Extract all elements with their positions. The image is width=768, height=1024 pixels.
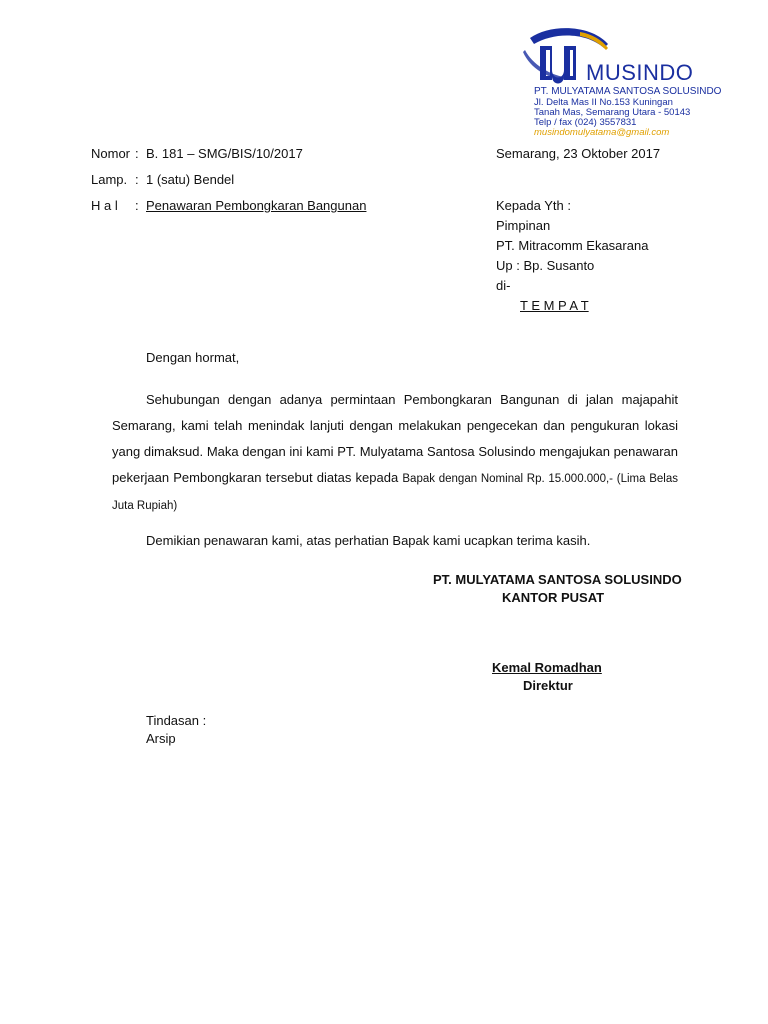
signature-name: Kemal Romadhan — [492, 660, 602, 675]
brand-name: MUSINDO — [586, 60, 694, 85]
body-paragraph-amount: Bapak dengan Nominal Rp. 15.000.000,- (Lima Belas Juta Rupiah) — [112, 473, 678, 512]
recipient-line-3: PT. Mitracomm Ekasarana — [496, 238, 649, 253]
lamp-value: 1 (satu) Bendel — [146, 172, 235, 187]
lamp-label: Lamp. — [91, 172, 128, 187]
nomor-label: Nomor — [91, 146, 131, 161]
greeting: Dengan hormat, — [146, 350, 240, 365]
lamp-colon: : — [135, 172, 139, 187]
recipient-line-2: Pimpinan — [496, 218, 551, 233]
hal-value: Penawaran Pembongkaran Bangunan — [146, 198, 367, 213]
letterhead-phone: Telp / fax (024) 3557831 — [534, 117, 637, 128]
place-date: Semarang, 23 Oktober 2017 — [496, 146, 661, 161]
cc-label: Tindasan : — [146, 713, 207, 728]
cc-item: Arsip — [146, 731, 176, 746]
closing-sentence: Demikian penawaran kami, atas perhatian Bapak kami ucapkan terima kasih. — [146, 533, 591, 548]
signature-office: KANTOR PUSAT — [502, 590, 605, 605]
letterhead-address-2: Tanah Mas, Semarang Utara - 50143 — [534, 107, 691, 118]
signature-company: PT. MULYATAMA SANTOSA SOLUSINDO — [433, 572, 682, 587]
letterhead-address-1: Jl. Delta Mas II No.153 Kuningan — [534, 97, 673, 108]
nomor-value: B. 181 – SMG/BIS/10/2017 — [146, 146, 303, 161]
recipient-line-6: T E M P A T — [520, 298, 589, 313]
body-paragraph — [112, 387, 678, 519]
body-paragraph-main: Sehubungan dengan adanya permintaan Pembongkaran Bangunan di jalan majapahit Semarang, kami telah menindak lanjuti dengan melakukan pengecekan dan pengukuran lokasi yang dimaksud. Maka dengan ini kami PT. Mulyatama Santosa Solusindo mengajukan penawaran pekerjaan Pembongkaran tersebut diatas kepada — [112, 392, 678, 485]
hal-colon: : — [135, 198, 139, 213]
hal-label: H a l — [91, 198, 118, 213]
signature-title: Direktur — [523, 678, 573, 693]
letterhead-email: musindomulyatama@gmail.com — [534, 127, 670, 138]
recipient-line-4: Up : Bp. Susanto — [496, 258, 595, 273]
recipient-line-5: di- — [496, 278, 511, 293]
nomor-colon: : — [135, 146, 139, 161]
recipient-line-1: Kepada Yth : — [496, 198, 571, 213]
letterhead-company: PT. MULYATAMA SANTOSA SOLUSINDO — [534, 86, 722, 97]
